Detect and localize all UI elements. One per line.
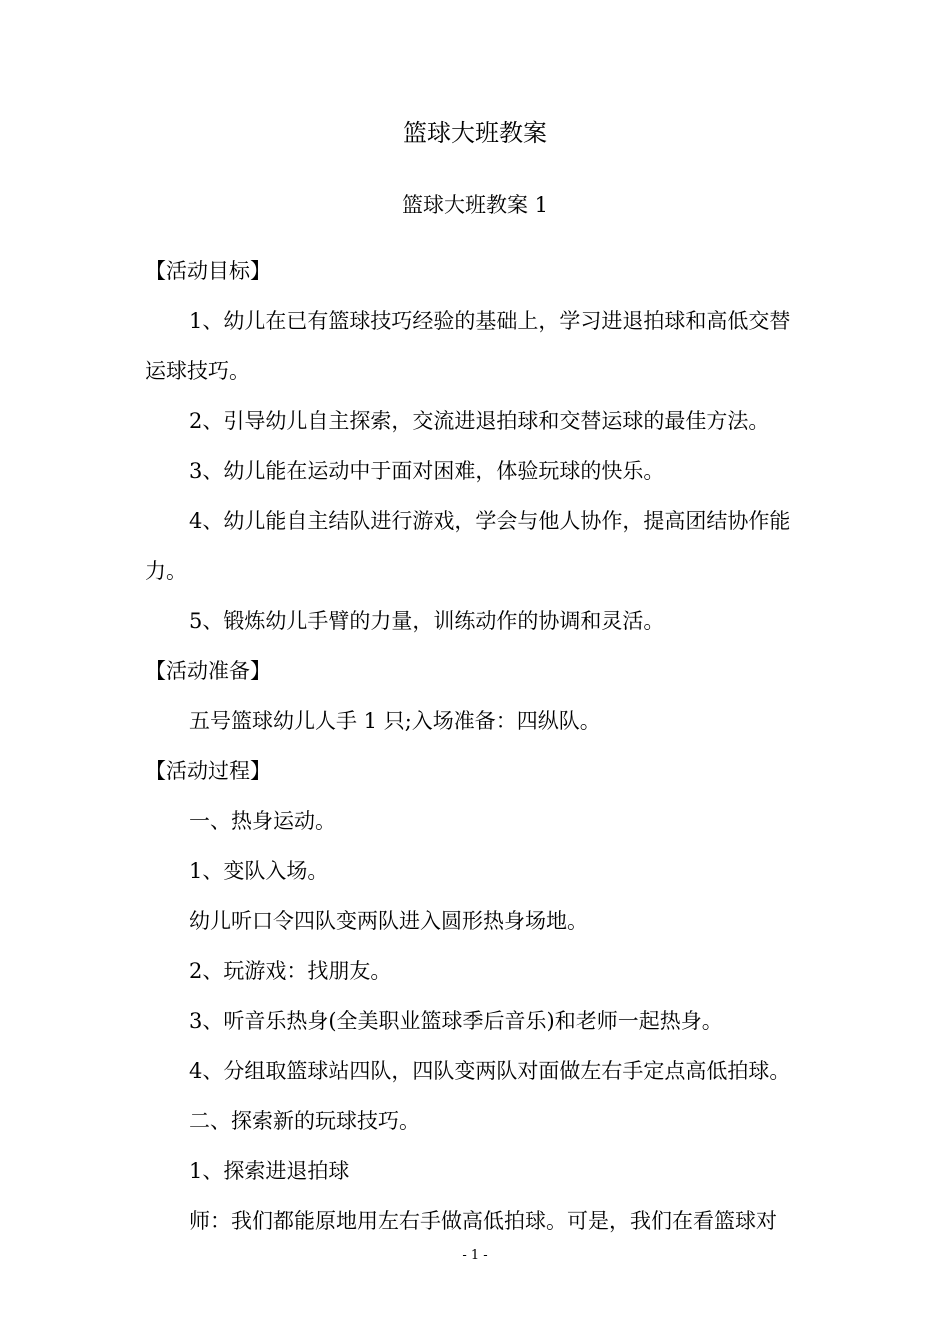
page-title: 篮球大班教案 <box>403 119 547 147</box>
section-heading: 【活动目标】 <box>145 259 271 283</box>
paragraph: 2、玩游戏：找朋友。 <box>189 959 392 983</box>
paragraph: 5、锻炼幼儿手臂的力量，训练动作的协调和灵活。 <box>189 609 665 633</box>
paragraph: 一、热身运动。 <box>189 809 336 833</box>
section-heading: 【活动过程】 <box>145 759 271 783</box>
paragraph: 幼儿听口令四队变两队进入圆形热身场地。 <box>189 909 588 933</box>
paragraph: 师：我们都能原地用左右手做高低拍球。可是，我们在看篮球对 <box>189 1209 777 1233</box>
paragraph: 五号篮球幼儿人手 1 只;入场准备：四纵队。 <box>189 709 601 733</box>
document-body <box>145 246 805 1246</box>
paragraph: 二、探索新的玩球技巧。 <box>189 1109 420 1133</box>
section-heading: 【活动准备】 <box>145 659 271 683</box>
paragraph: 4、幼儿能自主结队进行游戏，学会与他人协作，提高团结协作能力。 <box>145 509 791 583</box>
paragraph: 1、探索进退拍球 <box>189 1159 350 1183</box>
page-subtitle: 篮球大班教案 1 <box>401 193 549 217</box>
page-number: - 1 - <box>462 1248 488 1263</box>
paragraph: 2、引导幼儿自主探索，交流进退拍球和交替运球的最佳方法。 <box>189 409 770 433</box>
paragraph: 3、听音乐热身(全美职业篮球季后音乐)和老师一起热身。 <box>189 1009 723 1033</box>
paragraph: 3、幼儿能在运动中于面对困难，体验玩球的快乐。 <box>189 459 665 483</box>
paragraph: 1、变队入场。 <box>189 859 329 883</box>
paragraph: 4、分组取篮球站四队，四队变两队对面做左右手定点高低拍球。 <box>189 1059 791 1083</box>
paragraph: 1、幼儿在已有篮球技巧经验的基础上，学习进退拍球和高低交替运球技巧。 <box>145 309 791 383</box>
